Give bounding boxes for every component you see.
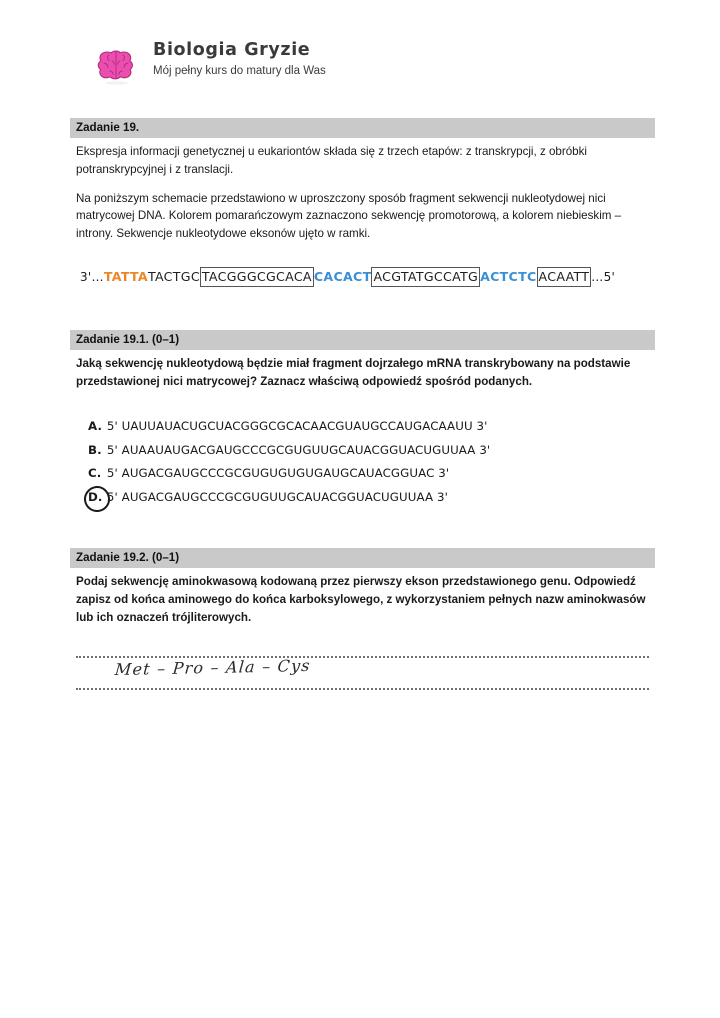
- task-19-1-prompt: Jaką sekwencję nukleotydową będzie miał fragment dojrzałego mRNA transkrybowany na podstawie przedstawionej nici matrycowej? Zaznacz właściwą odpowiedź spośród podanych.: [76, 357, 631, 389]
- option-letter: C.: [88, 466, 102, 481]
- option-letter: B.: [88, 442, 102, 457]
- task-19-paragraph-2: Na poniższym schemacie przedstawiono w uproszczony sposób fragment sekwencji nukleotydowej nici matrycowej DNA. Kolorem pomarańczowym zaznaczono sekwencję promotorową, a kolorem niebieskim – introny. Sekwencje nukleotydowe eksonów ujęto w ramki.: [76, 191, 622, 240]
- answer-line-1[interactable]: [76, 656, 649, 658]
- sequence-segment-intron-5: ACTCTC: [480, 268, 537, 284]
- option-sequence: 5' AUAAUAUGACGAUGCCCGCGUGUUGCAUACGGUACUGUUAA 3': [103, 442, 491, 457]
- option-letter: A.: [88, 418, 103, 433]
- sequence-segment-exon-2: TACGGGCGCACA: [200, 267, 314, 287]
- answer-options-list: [70, 415, 655, 510]
- brain-icon: [93, 40, 141, 88]
- answer-write-area[interactable]: [70, 656, 655, 690]
- brand-header: [93, 38, 326, 88]
- option-sequence: 5' AUGACGAUGCCCGCGUGUUGCAUACGGUACUGUUAA 3': [103, 490, 448, 505]
- option-sequence: 5' AUGACGAUGCCCGCGUGUGUGUGAUGCAUACGGUAC 3': [103, 466, 450, 481]
- task-19-1-section: [70, 330, 655, 510]
- answer-option-c[interactable]: [88, 462, 655, 486]
- brand-title: Biologia Gryzie: [153, 40, 311, 60]
- task-19-2-prompt: Podaj sekwencję aminokwasową kodowaną przez pierwszy ekson przedstawionego genu. Odpowiedź zapisz od końca aminowego do końca karboksylowego, z wykorzystaniem pełnych nazw aminokwasów lub ich oznaczeń trójliterowych.: [76, 575, 646, 624]
- answer-option-a[interactable]: [88, 415, 655, 439]
- task-19-paragraph-1: Ekspresja informacji genetycznej u eukariontów składa się z trzech etapów: z transkrypcji, z obróbki potranskrypcyjnej i z translacji.: [76, 145, 587, 177]
- sequence-segment-exon-6: ACAATT: [537, 267, 592, 287]
- sequence-segments: [104, 267, 591, 287]
- brand-subtitle: Mój pełny kurs do matury dla Was: [153, 65, 326, 78]
- task-19-intro: [70, 143, 655, 242]
- dna-sequence-diagram: [70, 269, 655, 284]
- sequence-segment-intron-3: CACACT: [313, 268, 372, 284]
- task-19-2-section: [70, 548, 655, 690]
- sequence-segment-plain-1: TACTGC: [147, 268, 200, 284]
- task-19-1-header: Zadanie 19.1. (0–1): [70, 330, 655, 350]
- sequence-start-label: 3'…: [80, 269, 104, 284]
- worksheet-content: [70, 118, 655, 284]
- sequence-segment-exon-4: ACGTATGCCATG: [371, 267, 480, 287]
- sequence-end-label: …5': [591, 269, 616, 284]
- answer-line-2[interactable]: [76, 688, 649, 690]
- handwritten-answer: Met – Pro – Ala – Cys: [114, 656, 312, 680]
- option-letter: D.: [88, 490, 103, 505]
- option-sequence: 5' UAUUAUACUGCUACGGGCGCACAACGUAUGCCAUGACAAUU 3': [103, 418, 488, 433]
- sequence-segment-promoter-0: TATTA: [103, 268, 148, 284]
- task-19-2-header: Zadanie 19.2. (0–1): [70, 548, 655, 568]
- task-19-header: Zadanie 19.: [70, 118, 655, 138]
- answer-option-d[interactable]: [88, 486, 655, 510]
- answer-option-b[interactable]: [88, 439, 655, 463]
